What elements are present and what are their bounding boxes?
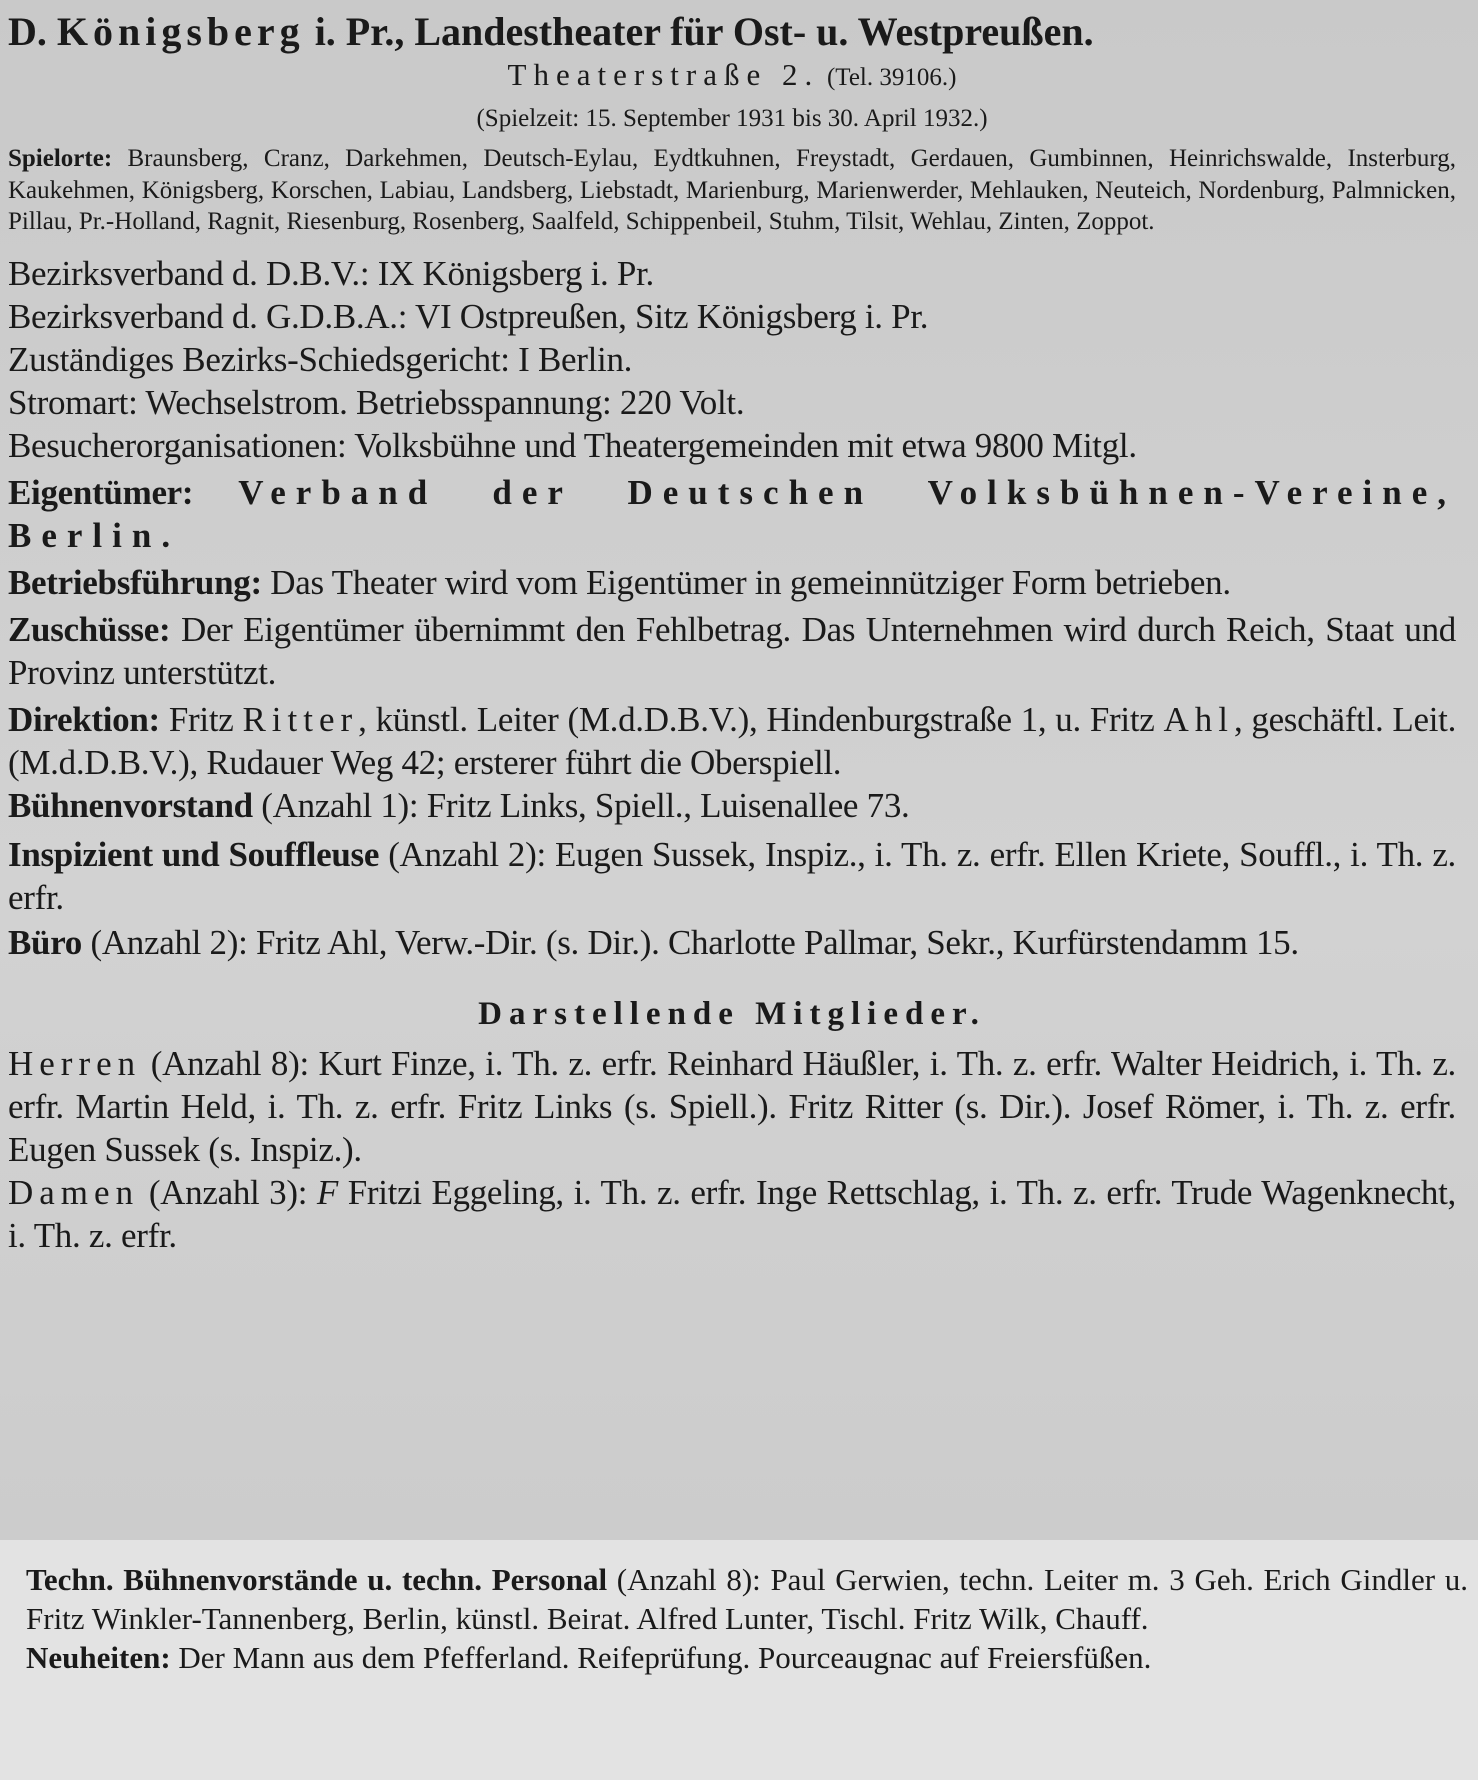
buero-label: Büro (8, 922, 83, 962)
title-rest: i. Pr., Landestheater für Ost- u. Westpreußen. (314, 9, 1094, 54)
season-line: (Spielzeit: 15. September 1931 bis 30. April 1932.) (476, 105, 988, 132)
besucher-line: Besucherorganisationen: Volksbühne und Theatergemeinden mit etwa 9800 Mitgl. (8, 425, 1137, 465)
buehnenvorstand-paragraph (8, 784, 1456, 827)
spielorte-paragraph (8, 143, 1456, 238)
direktion-label: Direktion: (8, 699, 160, 739)
title-city: Königsberg (56, 9, 305, 54)
inspizient-text: (Anzahl 2): Eugen Sussek, Inspiz., i. Th. z. erfr. Ellen Kriete, Souffl., i. Th. z. erfr. (8, 834, 1457, 917)
herren-paragraph (8, 1042, 1456, 1171)
section-heading: Darstellende Mitglieder. (478, 995, 986, 1032)
herren-label: Herren (8, 1043, 142, 1083)
buero-text: (Anzahl 2): Fritz Ahl, Verw.-Dir. (s. Dir.). Charlotte Pallmar, Sekr., Kurfürstendamm 15. (90, 922, 1299, 962)
inspizient-label: Inspizient und Souffleuse (8, 834, 380, 874)
damen-paragraph (8, 1171, 1456, 1257)
dbv-line: Bezirksverband d. D.B.V.: IX Königsberg i. Pr. (8, 253, 654, 293)
schiedsgericht-line: Zuständiges Bezirks-Schiedsgericht: I Berlin. (8, 339, 633, 379)
damen-text: Fritzi Eggeling, i. Th. z. erfr. Inge Rettschlag, i. Th. z. erfr. Trude Wagenknecht, i. Th. z. erfr. (8, 1172, 1457, 1255)
zuschuesse-paragraph (8, 608, 1456, 694)
direktion-text-1: Fritz (168, 699, 234, 739)
techn-label: Techn. Bühnenvorstände u. techn. Personal (26, 1562, 608, 1597)
address: Theaterstraße 2. (507, 57, 820, 92)
neuheiten-label: Neuheiten: (26, 1640, 171, 1675)
info-block (8, 252, 1456, 964)
damen-mark: F (316, 1172, 338, 1212)
herren-text: (Anzahl 8): Kurt Finze, i. Th. z. erfr. Reinhard Häußler, i. Th. z. erfr. Walter Heidrich, i. Th. z. erfr. Martin Held, i. Th. z. erfr. Fritz Links (s. Spiell.). Fritz Ritter (s. Dir.). Josef Römer, i. Th. z. erfr. Eugen Sussek (s. Inspiz.). (8, 1043, 1456, 1169)
neuheiten-text: Der Mann aus dem Pfefferland. Reifeprüfung. Pourceaugnac auf Freiersfüßen. (178, 1640, 1152, 1675)
gdba-line: Bezirksverband d. G.D.B.A.: VI Ostpreußen, Sitz Königsberg i. Pr. (8, 296, 929, 336)
direktion-text-2: , künstl. Leiter (M.d.D.B.V.), Hindenburgstraße 1, u. Fritz (358, 699, 1155, 739)
spielorte-label: Spielorte: (8, 145, 113, 172)
techn-paragraph (26, 1560, 1468, 1638)
betrieb-label: Betriebsführung: (8, 562, 262, 602)
inspizient-paragraph (8, 833, 1456, 919)
entry-title (8, 8, 1456, 56)
address-line (8, 56, 1456, 97)
buehnenvorstand-label: Bühnenvorstand (8, 785, 253, 825)
spielorte-text: Braunsberg, Cranz, Darkehmen, Deutsch-Eylau, Eydtkuhnen, Freystadt, Gerdauen, Gumbinnen, Heinrichswalde, Insterburg, Kaukehmen, Königsberg, Korschen, Labiau, Landsberg, Liebstadt, Marienburg, Marienwerder, Mehlauken, Neuteich, Nordenburg, Palmnicken, Pillau, Pr.-Holland, Ragnit, Riesenburg, Rosenberg, Saalfeld, Schippenbeil, Stuhm, Tilsit, Wehlau, Zinten, Zoppot. (8, 145, 1457, 235)
stromart-line: Stromart: Wechselstrom. Betriebsspannung: 220 Volt. (8, 382, 745, 422)
title-prefix: D. (8, 9, 47, 54)
buehnenvorstand-text: (Anzahl 1): Fritz Links, Spiell., Luisenallee 73. (261, 785, 910, 825)
neuheiten-paragraph (26, 1638, 1468, 1677)
eigentuemer-label: Eigentümer: (8, 472, 194, 512)
betrieb-text: Das Theater wird vom Eigentümer in gemeinnütziger Form betrieben. (270, 562, 1231, 602)
direktion-name-ritter: Ritter (242, 699, 359, 739)
direktion-paragraph (8, 698, 1456, 784)
betrieb-paragraph (8, 561, 1456, 604)
damen-count: (Anzahl 3): (148, 1172, 308, 1212)
zuschuesse-text: Der Eigentümer übernimmt den Fehlbetrag. Das Unternehmen wird durch Reich, Staat und Provinz unterstützt. (8, 609, 1456, 692)
damen-label: Damen (8, 1172, 140, 1212)
members-block (8, 1042, 1456, 1257)
direktion-text-3: , geschäftl. Leit. (M.d.D.B.V.), Rudauer Weg 42; ersterer führt die Oberspiell. (8, 699, 1457, 782)
direktion-name-ahl: Ahl (1163, 699, 1234, 739)
zuschuesse-label: Zuschüsse: (8, 609, 171, 649)
eigentuemer-paragraph (8, 471, 1456, 557)
lower-section (0, 1540, 1478, 1780)
techn-text: (Anzahl 8): Paul Gerwien, techn. Leiter m. 3 Geh. Erich Gindler u. Fritz Winkler-Tannenberg, Berlin, künstl. Beirat. Alfred Lunter, Tischl. Fritz Wilk, Chauff. (26, 1562, 1468, 1636)
eigentuemer-text: Verband der Deutschen Volksbühnen-Vereine, Berlin. (8, 472, 1457, 555)
phone: (Tel. 39106.) (826, 64, 957, 91)
buero-paragraph (8, 921, 1456, 964)
